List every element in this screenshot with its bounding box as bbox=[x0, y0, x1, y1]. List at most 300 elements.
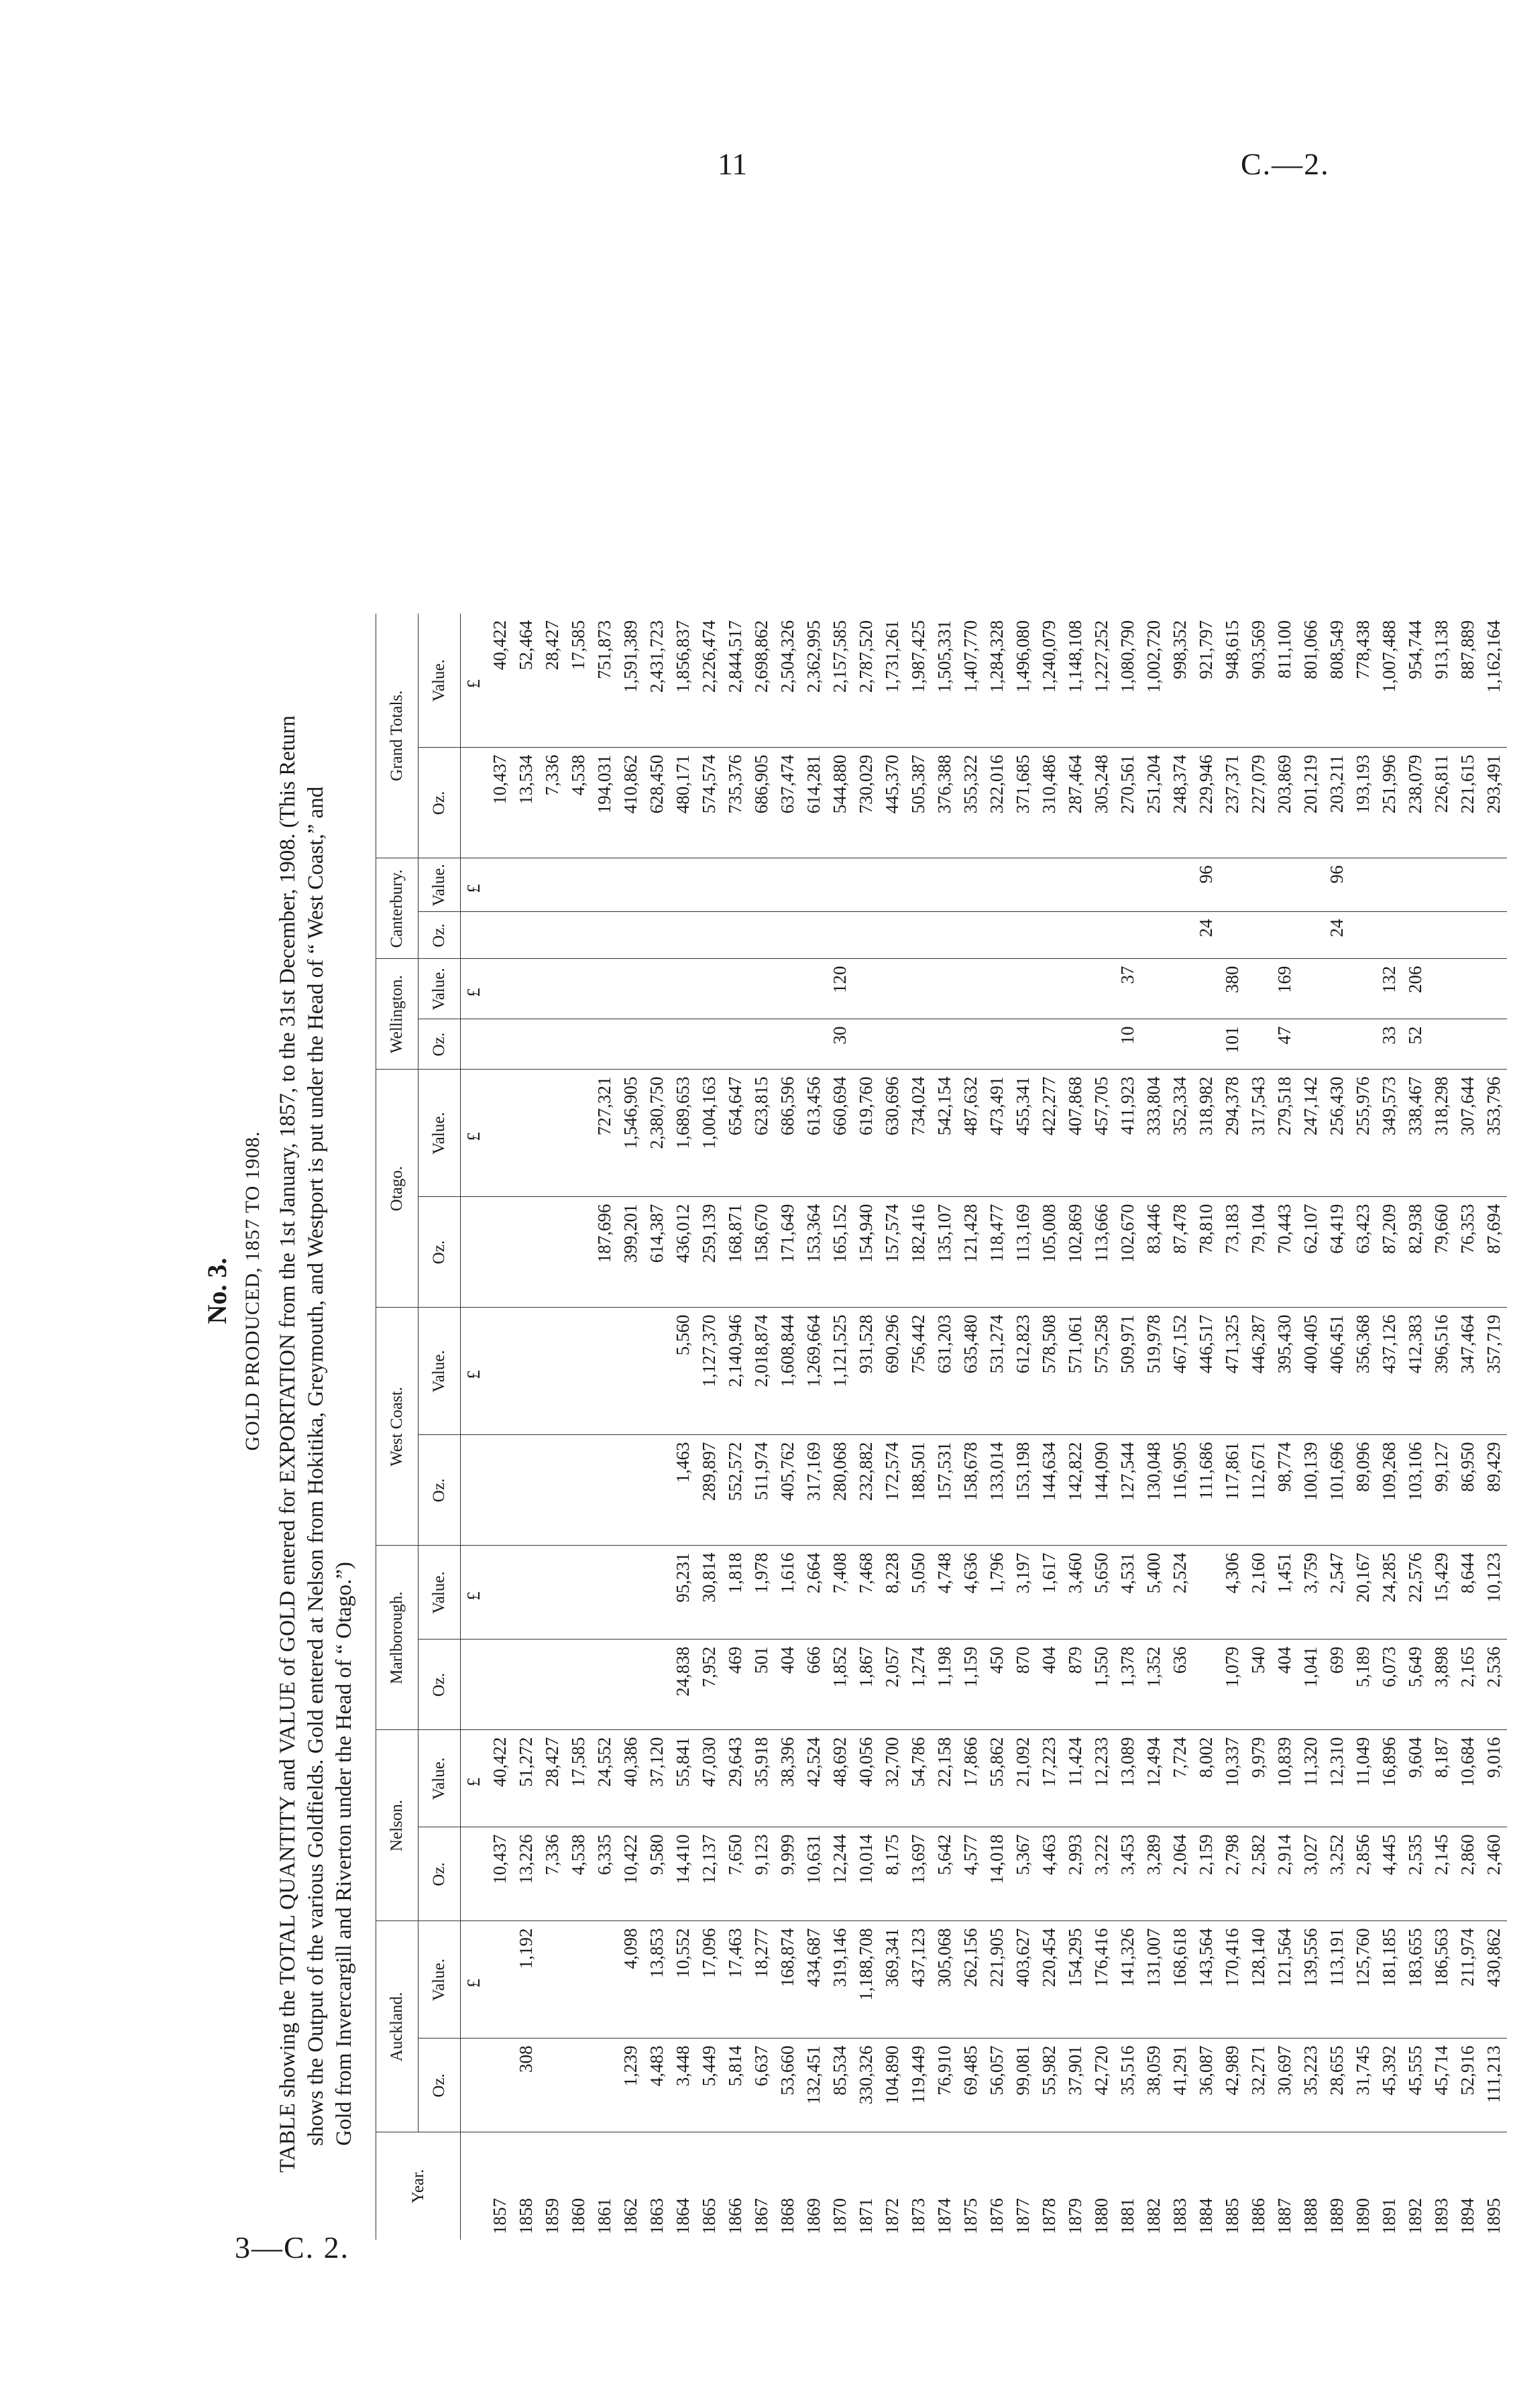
oz-cell bbox=[1350, 1019, 1376, 1070]
year-cell: 1891 bbox=[1379, 2198, 1399, 2234]
value-cell: 396,516 bbox=[1428, 1308, 1455, 1435]
value-cell: 1,080,790 bbox=[1115, 614, 1141, 748]
value-cell: 1,407,770 bbox=[958, 614, 984, 748]
value-cell bbox=[565, 959, 592, 1019]
oz-cell bbox=[1350, 912, 1376, 959]
blank-cell bbox=[461, 1019, 488, 1070]
value-cell: 430,862 bbox=[1481, 1921, 1507, 2039]
value-cell bbox=[513, 1070, 539, 1197]
value-header-canterbury: Value. bbox=[418, 858, 461, 912]
year-header: Year. bbox=[376, 2132, 461, 2240]
oz-cell bbox=[853, 1019, 879, 1070]
oz-cell: 2,914 bbox=[1272, 1827, 1298, 1921]
oz-cell: 9,580 bbox=[644, 1827, 670, 1921]
blank-cell bbox=[461, 912, 488, 959]
value-cell: 2,504,326 bbox=[775, 614, 801, 748]
oz-cell: 469 bbox=[722, 1640, 748, 1730]
oz-cell bbox=[539, 1640, 565, 1730]
oz-cell bbox=[1062, 912, 1088, 959]
value-cell bbox=[1036, 959, 1062, 1019]
value-cell bbox=[618, 1308, 644, 1435]
value-cell: 186,563 bbox=[1428, 1921, 1455, 2039]
value-header-wellington: Value. bbox=[418, 959, 461, 1019]
year-cell: 1861 bbox=[594, 2198, 614, 2234]
oz-cell: 405,762 bbox=[775, 1435, 801, 1546]
value-cell bbox=[984, 959, 1010, 1019]
oz-cell bbox=[1298, 912, 1324, 959]
year-cell: 1881 bbox=[1117, 2198, 1137, 2234]
value-cell: 170,416 bbox=[1219, 1921, 1245, 2039]
table-row bbox=[1350, 614, 1376, 2240]
value-cell: 455,341 bbox=[1010, 1070, 1036, 1197]
oz-cell: 1,274 bbox=[905, 1640, 932, 1730]
value-cell: 887,889 bbox=[1455, 614, 1481, 748]
value-cell: 37,120 bbox=[644, 1730, 670, 1827]
value-cell: 13,089 bbox=[1115, 1730, 1141, 1827]
value-cell: 318,982 bbox=[1193, 1070, 1219, 1197]
value-cell: 10,552 bbox=[670, 1921, 696, 2039]
value-cell: 4,748 bbox=[932, 1546, 958, 1640]
oz-cell: 3,027 bbox=[1298, 1827, 1324, 1921]
table-row bbox=[1298, 614, 1324, 2240]
value-cell: 28,427 bbox=[539, 614, 565, 748]
oz-cell bbox=[932, 912, 958, 959]
value-cell bbox=[539, 1308, 565, 1435]
oz-cell bbox=[984, 912, 1010, 959]
oz-cell bbox=[827, 912, 853, 959]
value-cell: 8,187 bbox=[1428, 1730, 1455, 1827]
value-cell bbox=[1088, 959, 1115, 1019]
year-cell: 1882 bbox=[1143, 2198, 1164, 2234]
oz-cell bbox=[487, 1197, 513, 1308]
year-cell: 1892 bbox=[1405, 2198, 1425, 2234]
oz-cell: 30 bbox=[827, 1019, 853, 1070]
oz-cell bbox=[1193, 1019, 1219, 1070]
oz-cell bbox=[565, 2039, 592, 2132]
oz-cell: 355,322 bbox=[958, 748, 984, 858]
table-row bbox=[696, 614, 722, 2240]
oz-cell: 13,534 bbox=[513, 748, 539, 858]
oz-cell: 251,996 bbox=[1376, 748, 1402, 858]
oz-cell: 436,012 bbox=[670, 1197, 696, 1308]
table-row bbox=[565, 614, 592, 2240]
oz-cell: 2,064 bbox=[1167, 1827, 1193, 1921]
oz-cell: 165,152 bbox=[827, 1197, 853, 1308]
value-cell: 16,896 bbox=[1376, 1730, 1402, 1827]
value-cell bbox=[827, 858, 853, 912]
value-cell: 2,787,520 bbox=[853, 614, 879, 748]
oz-cell: 552,572 bbox=[722, 1435, 748, 1546]
value-cell: 1,240,079 bbox=[1036, 614, 1062, 748]
value-cell: 1,546,905 bbox=[618, 1070, 644, 1197]
oz-cell bbox=[644, 1640, 670, 1730]
oz-cell: 13,226 bbox=[513, 1827, 539, 1921]
oz-cell: 9,123 bbox=[748, 1827, 775, 1921]
value-cell bbox=[670, 959, 696, 1019]
oz-cell: 87,478 bbox=[1167, 1197, 1193, 1308]
table-row bbox=[958, 614, 984, 2240]
oz-cell: 237,371 bbox=[1219, 748, 1245, 858]
oz-header-auckland: Oz. bbox=[418, 2039, 461, 2132]
oz-cell bbox=[513, 1197, 539, 1308]
oz-cell: 1,198 bbox=[932, 1640, 958, 1730]
currency-symbol: £ bbox=[461, 1730, 488, 1827]
oz-cell: 5,367 bbox=[1010, 1827, 1036, 1921]
oz-cell: 404 bbox=[1036, 1640, 1062, 1730]
value-cell: 317,543 bbox=[1245, 1070, 1272, 1197]
value-cell: 2,157,585 bbox=[827, 614, 853, 748]
oz-cell: 3,252 bbox=[1324, 1827, 1350, 1921]
oz-cell bbox=[592, 1640, 618, 1730]
value-cell: 4,306 bbox=[1219, 1546, 1245, 1640]
oz-cell: 188,501 bbox=[905, 1435, 932, 1546]
oz-cell: 35,516 bbox=[1115, 2039, 1141, 2132]
table-row bbox=[487, 614, 513, 2240]
oz-cell bbox=[539, 2039, 565, 2132]
value-cell: 3,197 bbox=[1010, 1546, 1036, 1640]
header-row-units bbox=[418, 614, 461, 2240]
value-cell bbox=[1455, 858, 1481, 912]
table-row bbox=[1272, 614, 1298, 2240]
oz-cell: 13,697 bbox=[905, 1827, 932, 1921]
value-cell bbox=[958, 858, 984, 912]
table-row bbox=[748, 614, 775, 2240]
oz-cell: 38,059 bbox=[1141, 2039, 1167, 2132]
value-cell: 635,480 bbox=[958, 1308, 984, 1435]
year-cell: 1860 bbox=[568, 2198, 588, 2234]
value-cell: 542,154 bbox=[932, 1070, 958, 1197]
value-cell bbox=[1062, 858, 1088, 912]
value-cell: 338,467 bbox=[1402, 1070, 1428, 1197]
value-cell: 1,731,261 bbox=[879, 614, 905, 748]
oz-cell bbox=[487, 1435, 513, 1546]
oz-cell: 317,169 bbox=[801, 1435, 827, 1546]
value-cell: 51,272 bbox=[513, 1730, 539, 1827]
value-cell bbox=[513, 959, 539, 1019]
oz-cell: 7,336 bbox=[539, 748, 565, 858]
oz-cell bbox=[722, 912, 748, 959]
oz-cell: 99,127 bbox=[1428, 1435, 1455, 1546]
oz-cell: 116,905 bbox=[1167, 1435, 1193, 1546]
oz-cell bbox=[513, 1640, 539, 1730]
oz-cell: 101 bbox=[1219, 1019, 1245, 1070]
oz-cell: 293,491 bbox=[1481, 748, 1507, 858]
value-cell bbox=[644, 1546, 670, 1640]
oz-cell bbox=[670, 912, 696, 959]
table-row bbox=[1115, 614, 1141, 2240]
oz-cell: 24,838 bbox=[670, 1640, 696, 1730]
value-cell: 1,284,328 bbox=[984, 614, 1010, 748]
footer-code: 3—C. 2. bbox=[235, 2230, 350, 2264]
value-cell: 811,100 bbox=[1272, 614, 1298, 748]
oz-cell bbox=[644, 912, 670, 959]
value-cell bbox=[1088, 858, 1115, 912]
oz-cell: 3,448 bbox=[670, 2039, 696, 2132]
value-cell: 35,918 bbox=[748, 1730, 775, 1827]
oz-cell bbox=[513, 1435, 539, 1546]
oz-cell bbox=[1115, 912, 1141, 959]
value-cell: 181,185 bbox=[1376, 1921, 1402, 2039]
oz-cell: 52 bbox=[1402, 1019, 1428, 1070]
oz-cell bbox=[1010, 1019, 1036, 1070]
value-cell: 913,138 bbox=[1428, 614, 1455, 748]
currency-symbol: £ bbox=[461, 959, 488, 1019]
value-cell: 931,528 bbox=[853, 1308, 879, 1435]
oz-cell bbox=[1193, 1640, 1219, 1730]
oz-cell: 103,106 bbox=[1402, 1435, 1428, 1546]
year-cell: 1877 bbox=[1013, 2198, 1033, 2234]
oz-cell: 4,463 bbox=[1036, 1827, 1062, 1921]
blank-cell bbox=[461, 1435, 488, 1546]
region-header-otago: Otago. bbox=[376, 1070, 418, 1308]
oz-cell: 111,686 bbox=[1193, 1435, 1219, 1546]
value-header-auckland: Value. bbox=[418, 1921, 461, 2039]
table-body bbox=[461, 614, 1508, 2240]
value-cell: 531,274 bbox=[984, 1308, 1010, 1435]
oz-cell bbox=[592, 912, 618, 959]
oz-cell: 628,450 bbox=[644, 748, 670, 858]
oz-cell: 4,577 bbox=[958, 1827, 984, 1921]
value-cell bbox=[1428, 858, 1455, 912]
value-cell bbox=[592, 1308, 618, 1435]
value-cell: 437,123 bbox=[905, 1921, 932, 2039]
value-cell bbox=[487, 1070, 513, 1197]
oz-cell: 32,271 bbox=[1245, 2039, 1272, 2132]
value-cell bbox=[879, 858, 905, 912]
oz-cell: 5,814 bbox=[722, 2039, 748, 2132]
oz-cell: 76,353 bbox=[1455, 1197, 1481, 1308]
value-cell: 347,464 bbox=[1455, 1308, 1481, 1435]
oz-cell bbox=[801, 1019, 827, 1070]
oz-cell: 10,014 bbox=[853, 1827, 879, 1921]
value-cell: 3,759 bbox=[1298, 1546, 1324, 1640]
oz-cell bbox=[565, 1019, 592, 1070]
value-cell: 10,684 bbox=[1455, 1730, 1481, 1827]
value-cell: 30,814 bbox=[696, 1546, 722, 1640]
value-cell: 220,454 bbox=[1036, 1921, 1062, 2039]
value-cell bbox=[1481, 858, 1507, 912]
region-header-west-coast: West Coast. bbox=[376, 1308, 418, 1546]
value-cell bbox=[618, 1546, 644, 1640]
oz-cell: 121,428 bbox=[958, 1197, 984, 1308]
value-cell: 28,427 bbox=[539, 1730, 565, 1827]
value-cell: 1,616 bbox=[775, 1546, 801, 1640]
value-cell: 2,160 bbox=[1245, 1546, 1272, 1640]
table-row bbox=[1376, 614, 1402, 2240]
value-cell: 40,422 bbox=[487, 1730, 513, 1827]
oz-cell: 24 bbox=[1193, 912, 1219, 959]
value-cell: 13,853 bbox=[644, 1921, 670, 2039]
oz-cell: 4,483 bbox=[644, 2039, 670, 2132]
oz-cell: 371,685 bbox=[1010, 748, 1036, 858]
oz-cell: 109,268 bbox=[1376, 1435, 1402, 1546]
value-cell bbox=[1062, 959, 1088, 1019]
table-row bbox=[1324, 614, 1350, 2240]
year-cell: 1889 bbox=[1327, 2198, 1347, 2234]
value-cell: 1,227,252 bbox=[1088, 614, 1115, 748]
oz-cell: 636 bbox=[1167, 1640, 1193, 1730]
value-cell: 1,689,653 bbox=[670, 1070, 696, 1197]
oz-cell bbox=[984, 1019, 1010, 1070]
oz-cell: 1,463 bbox=[670, 1435, 696, 1546]
oz-cell: 12,244 bbox=[827, 1827, 853, 1921]
value-cell: 37 bbox=[1115, 959, 1141, 1019]
oz-cell bbox=[905, 912, 932, 959]
oz-cell: 540 bbox=[1245, 1640, 1272, 1730]
value-cell: 168,874 bbox=[775, 1921, 801, 2039]
value-cell bbox=[644, 858, 670, 912]
value-cell: 1,007,488 bbox=[1376, 614, 1402, 748]
value-cell: 7,724 bbox=[1167, 1730, 1193, 1827]
value-cell bbox=[853, 959, 879, 1019]
oz-cell bbox=[1167, 1019, 1193, 1070]
oz-cell: 735,376 bbox=[722, 748, 748, 858]
oz-cell bbox=[670, 1019, 696, 1070]
oz-cell: 2,856 bbox=[1350, 1827, 1376, 1921]
oz-cell: 870 bbox=[1010, 1640, 1036, 1730]
oz-cell: 5,449 bbox=[696, 2039, 722, 2132]
oz-cell bbox=[1088, 912, 1115, 959]
year-cell: 1888 bbox=[1300, 2198, 1321, 2234]
oz-cell bbox=[1481, 1019, 1507, 1070]
value-cell bbox=[1193, 959, 1219, 1019]
value-cell bbox=[618, 959, 644, 1019]
value-cell: 1,451 bbox=[1272, 1546, 1298, 1640]
table-row bbox=[827, 614, 853, 2240]
rotated-table-block bbox=[194, 342, 1504, 2240]
oz-cell: 41,291 bbox=[1167, 2039, 1193, 2132]
oz-cell: 130,048 bbox=[1141, 1435, 1167, 1546]
value-cell: 578,508 bbox=[1036, 1308, 1062, 1435]
document-code: C.—2. bbox=[1241, 147, 1330, 181]
table-row bbox=[853, 614, 879, 2240]
caption-line-1: TABLE showing the TOTAL QUANTITY and VALUE of GOLD entered for EXPORTATION from the 1st January, 1857, to the 31st December, 1908. (This Return bbox=[276, 715, 300, 2173]
oz-cell: 194,031 bbox=[592, 748, 618, 858]
oz-cell: 614,387 bbox=[644, 1197, 670, 1308]
value-cell: 921,797 bbox=[1193, 614, 1219, 748]
value-cell: 2,018,874 bbox=[748, 1308, 775, 1435]
oz-cell: 238,079 bbox=[1402, 748, 1428, 858]
oz-cell: 144,090 bbox=[1088, 1435, 1115, 1546]
value-cell: 211,974 bbox=[1455, 1921, 1481, 2039]
value-cell: 10,337 bbox=[1219, 1730, 1245, 1827]
year-cell: 1867 bbox=[751, 2198, 771, 2234]
oz-cell: 2,535 bbox=[1402, 1827, 1428, 1921]
oz-cell: 322,016 bbox=[984, 748, 1010, 858]
value-cell bbox=[539, 959, 565, 1019]
year-cell: 1878 bbox=[1039, 2198, 1059, 2234]
table-row bbox=[1455, 614, 1481, 2240]
oz-cell: 157,574 bbox=[879, 1197, 905, 1308]
oz-cell: 1,378 bbox=[1115, 1640, 1141, 1730]
value-cell: 22,158 bbox=[932, 1730, 958, 1827]
currency-symbol: £ bbox=[461, 858, 488, 912]
value-cell: 623,815 bbox=[748, 1070, 775, 1197]
year-cell: 1862 bbox=[620, 2198, 640, 2234]
oz-cell: 8,175 bbox=[879, 1827, 905, 1921]
year-cell: 1887 bbox=[1274, 2198, 1294, 2234]
value-cell: 948,615 bbox=[1219, 614, 1245, 748]
oz-cell: 730,029 bbox=[853, 748, 879, 858]
oz-cell: 232,882 bbox=[853, 1435, 879, 1546]
value-cell: 113,191 bbox=[1324, 1921, 1350, 2039]
value-cell bbox=[1167, 959, 1193, 1019]
value-cell bbox=[696, 959, 722, 1019]
oz-cell: 102,670 bbox=[1115, 1197, 1141, 1308]
oz-cell: 305,248 bbox=[1088, 748, 1115, 858]
value-cell: 24,552 bbox=[592, 1730, 618, 1827]
blank-cell bbox=[461, 1827, 488, 1921]
oz-cell bbox=[592, 1435, 618, 1546]
oz-cell: 203,211 bbox=[1324, 748, 1350, 858]
value-cell: 801,066 bbox=[1298, 614, 1324, 748]
oz-cell: 37,901 bbox=[1062, 2039, 1088, 2132]
oz-cell: 53,660 bbox=[775, 2039, 801, 2132]
value-cell: 473,491 bbox=[984, 1070, 1010, 1197]
value-cell: 47,030 bbox=[696, 1730, 722, 1827]
oz-cell bbox=[1167, 912, 1193, 959]
oz-cell: 35,223 bbox=[1298, 2039, 1324, 2132]
value-cell bbox=[618, 858, 644, 912]
value-cell: 437,126 bbox=[1376, 1308, 1402, 1435]
value-cell bbox=[1272, 858, 1298, 912]
value-cell: 457,705 bbox=[1088, 1070, 1115, 1197]
value-cell: 400,405 bbox=[1298, 1308, 1324, 1435]
oz-cell: 73,183 bbox=[1219, 1197, 1245, 1308]
year-cell: 1894 bbox=[1457, 2198, 1477, 2234]
oz-cell bbox=[565, 1197, 592, 1308]
value-cell: 690,296 bbox=[879, 1308, 905, 1435]
currency-symbol: £ bbox=[461, 614, 488, 748]
value-cell: 95,231 bbox=[670, 1546, 696, 1640]
year-cell: 1884 bbox=[1196, 2198, 1216, 2234]
oz-cell: 98,774 bbox=[1272, 1435, 1298, 1546]
oz-cell: 229,946 bbox=[1193, 748, 1219, 858]
value-cell bbox=[513, 1308, 539, 1435]
gold-produced-table bbox=[376, 614, 1507, 2240]
oz-cell: 450 bbox=[984, 1640, 1010, 1730]
table-row bbox=[1219, 614, 1245, 2240]
table-row bbox=[618, 614, 644, 2240]
value-cell: 446,517 bbox=[1193, 1308, 1219, 1435]
value-cell: 686,596 bbox=[775, 1070, 801, 1197]
value-cell bbox=[1324, 959, 1350, 1019]
value-cell bbox=[565, 1308, 592, 1435]
value-cell bbox=[670, 858, 696, 912]
oz-cell: 201,219 bbox=[1298, 748, 1324, 858]
oz-cell: 2,460 bbox=[1481, 1827, 1507, 1921]
value-cell: 487,632 bbox=[958, 1070, 984, 1197]
oz-cell bbox=[618, 912, 644, 959]
region-header-auckland: Auckland. bbox=[376, 1921, 418, 2132]
oz-cell: 9,999 bbox=[775, 1827, 801, 1921]
value-cell: 8,002 bbox=[1193, 1730, 1219, 1827]
table-row bbox=[1088, 614, 1115, 2240]
oz-cell: 33 bbox=[1376, 1019, 1402, 1070]
blank-cell bbox=[461, 2132, 488, 2240]
oz-cell: 36,087 bbox=[1193, 2039, 1219, 2132]
value-cell: 5,400 bbox=[1141, 1546, 1167, 1640]
table-row bbox=[513, 614, 539, 2240]
value-cell bbox=[905, 858, 932, 912]
value-cell: 2,664 bbox=[801, 1546, 827, 1640]
value-cell: 40,386 bbox=[618, 1730, 644, 1827]
value-cell: 631,203 bbox=[932, 1308, 958, 1435]
value-cell: 206 bbox=[1402, 959, 1428, 1019]
oz-cell: 105,008 bbox=[1036, 1197, 1062, 1308]
oz-cell: 187,696 bbox=[592, 1197, 618, 1308]
oz-cell: 111,213 bbox=[1481, 2039, 1507, 2132]
